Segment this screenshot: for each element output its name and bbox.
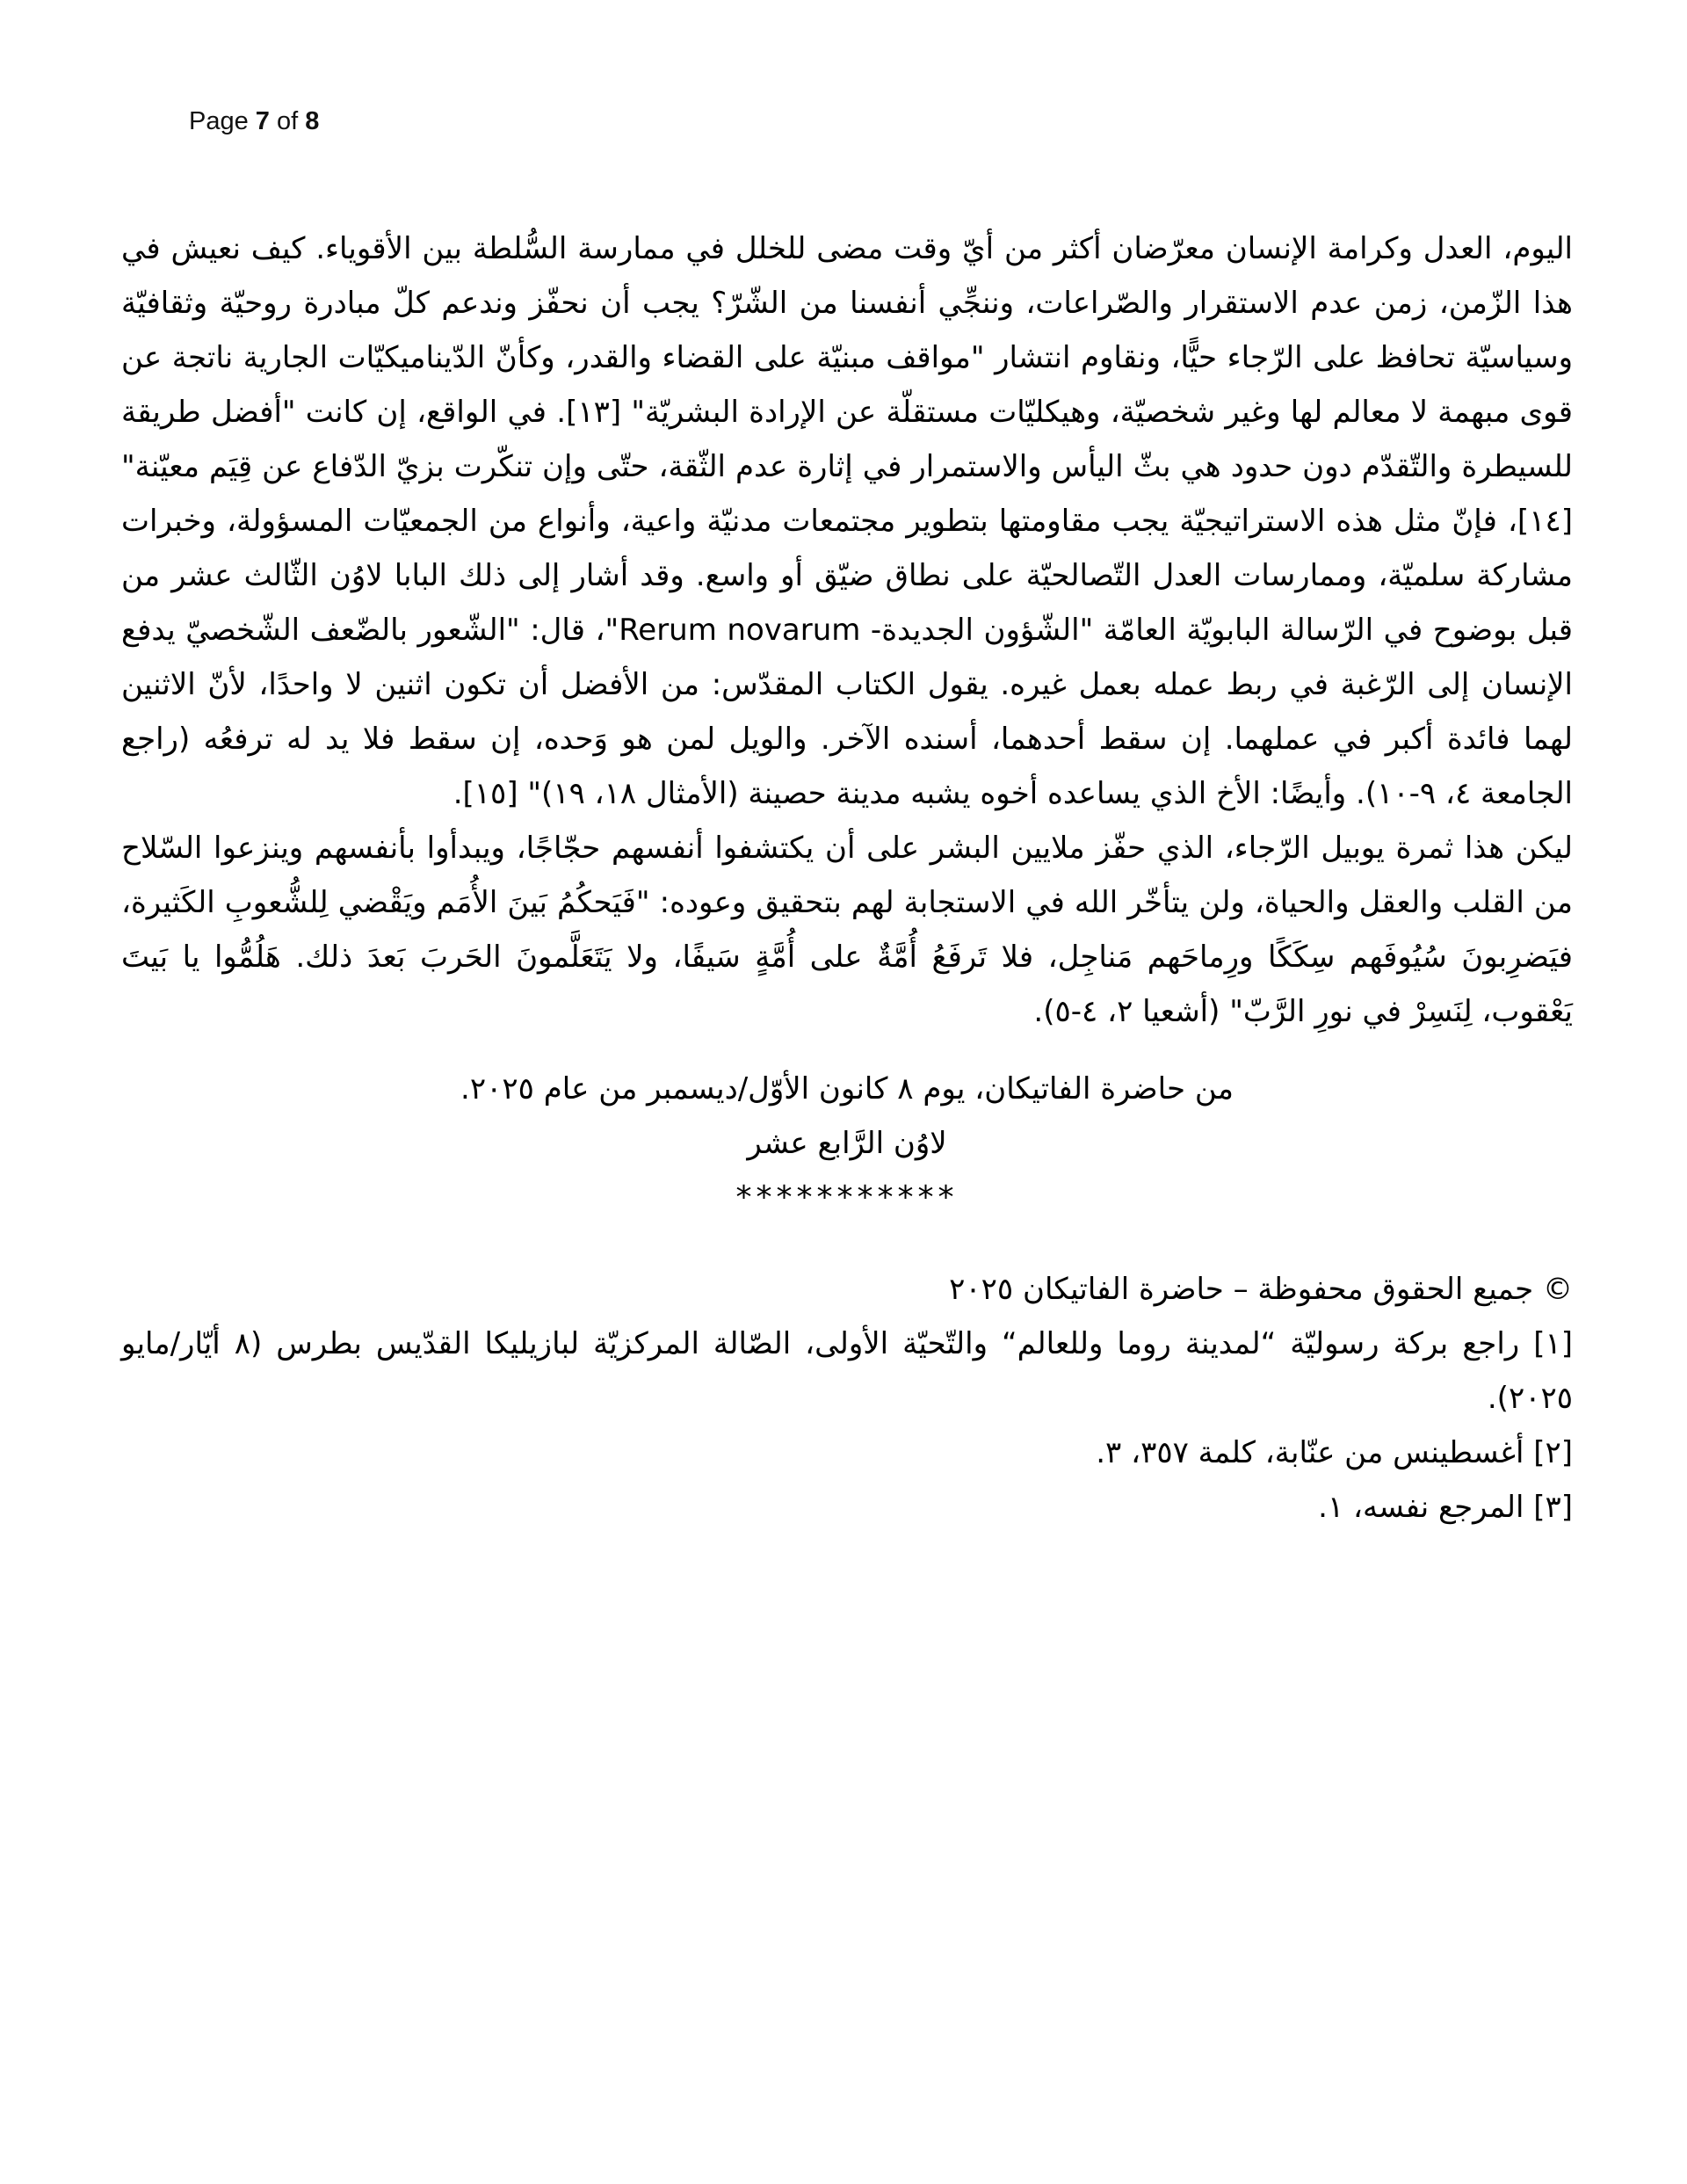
of-label: of — [277, 107, 299, 135]
spacer — [249, 107, 256, 135]
page-label: Page — [189, 107, 249, 135]
copyright-line: © جميع الحقوق محفوظة – حاضرة الفاتيكان ٢٠٢٥ — [949, 1272, 1573, 1307]
spacer — [270, 107, 277, 135]
separator-stars: *********** — [735, 1179, 959, 1215]
dateline: من حاضرة الفاتيكان، يوم ٨ كانون الأوّل/ديسمبر من عام ٢٠٢٥. — [460, 1071, 1234, 1107]
page-number-header — [189, 107, 319, 136]
footnote-3: [٣] المرجع نفسه، ١. — [1318, 1490, 1573, 1525]
page-number: 7 — [255, 107, 270, 135]
footnote-1: [١] راجع بركة رسوليّة “لمدينة روما وللعالم“ والتّحيّة الأولى، الصّالة المركزيّة لبازيليكا القدّيس بطرس (٨ أيّار/مايو ٢٠٢٥). — [121, 1326, 1573, 1416]
body-paragraph-2: ليكن هذا ثمرة يوبيل الرّجاء، الذي حفّز ملايين البشر على أن يكتشفوا أنفسهم حجّاجًا، ويبدأوا بأنفسهم وينزعوا السّلاح من القلب والعقل والحياة، ولن يتأخّر الله في الاستجابة لهم بتحقيق وعوده: "فَيَحكُمُ بَينَ الأُمَم ويَقْضي لِلشُّعوبِ الكَثيرة، فيَضرِبونَ سُيُوفَهم سِكَكًا ورِماحَهم مَناجِل، فلا تَرفَعُ أُمَّةٌ على أُمَّةٍ سَيفًا، ولا يَتَعَلَّمونَ الحَربَ بَعدَ ذلك. هَلُمُّوا يا بَيتَ يَعْقوب، لِنَسِرْ في نورِ الرَّبّ" (أشعيا ٢، ٤-٥). — [121, 831, 1573, 1029]
footnote-2: [٢] أغسطينس من عنّابة، كلمة ٣٥٧، ٣. — [1096, 1435, 1573, 1470]
total-pages: 8 — [305, 107, 320, 135]
signature: لاوُن الرَّابع عشر — [747, 1126, 947, 1161]
body-paragraph-1: اليوم، العدل وكرامة الإنسان معرّضان أكثر من أيّ وقت مضى للخلل في ممارسة السُّلطة بين الأقوياء. كيف نعيش في هذا الزّمن، زمن عدم الاستقرار والصّراعات، وننجِّي أنفسنا من الشّرّ؟ يجب أن نحفّز وندعم كلّ مبادرة روحيّة وثقافيّة وسياسيّة تحافظ على الرّجاء حيًّا، ونقاوم انتشار "مواقف مبنيّة على القضاء والقدر، وكأنّ الدّيناميكيّات الجارية ناتجة عن قوى مبهمة لا معالم لها وغير شخصيّة، وهيكليّات مستقلّة عن الإرادة البشريّة" [١٣]. في الواقع، إن كانت "أفضل طريقة للسيطرة والتّقدّم دون حدود هي بثّ اليأس والاستمرار في إثارة عدم الثّقة، حتّى وإن تنكّرت بزيّ الدّفاع عن قِيَم معيّنة" [١٤]، فإنّ مثل هذه الاستراتيجيّة يجب مقاومتها بتطوير مجتمعات مدنيّة واعية، وأنواع من الجمعيّات المسؤولة، وخبرات مشاركة سلميّة، وممارسات العدل التّصالحيّة على نطاق ضيّق أو واسع. وقد أشار إلى ذلك البابا لاوُن الثّالث عشر من قبل بوضوح في الرّسالة البابويّة العامّة "الشّؤون الجديدة- Rerum novarum"، قال: "الشّعور بالضّعف الشّخصيّ يدفع الإنسان إلى الرّغبة في ربط عمله بعمل غيره. يقول الكتاب المقدّس: من الأفضل أن تكون اثنين لا واحدًا، لأنّ الاثنين لهما فائدة أكبر في عملهما. إن سقط أحدهما، أسنده الآخر. والويل لمن هو وَحده، إن سقط فلا يد له ترفعُه (راجع الجامعة ٤، ٩-١٠). وأيضًا: الأخ الذي يساعده أخوه يشبه مدينة حصينة (الأمثال ١٨، ١٩)" [١٥]. — [121, 231, 1573, 811]
document-body — [0, 221, 1687, 1535]
